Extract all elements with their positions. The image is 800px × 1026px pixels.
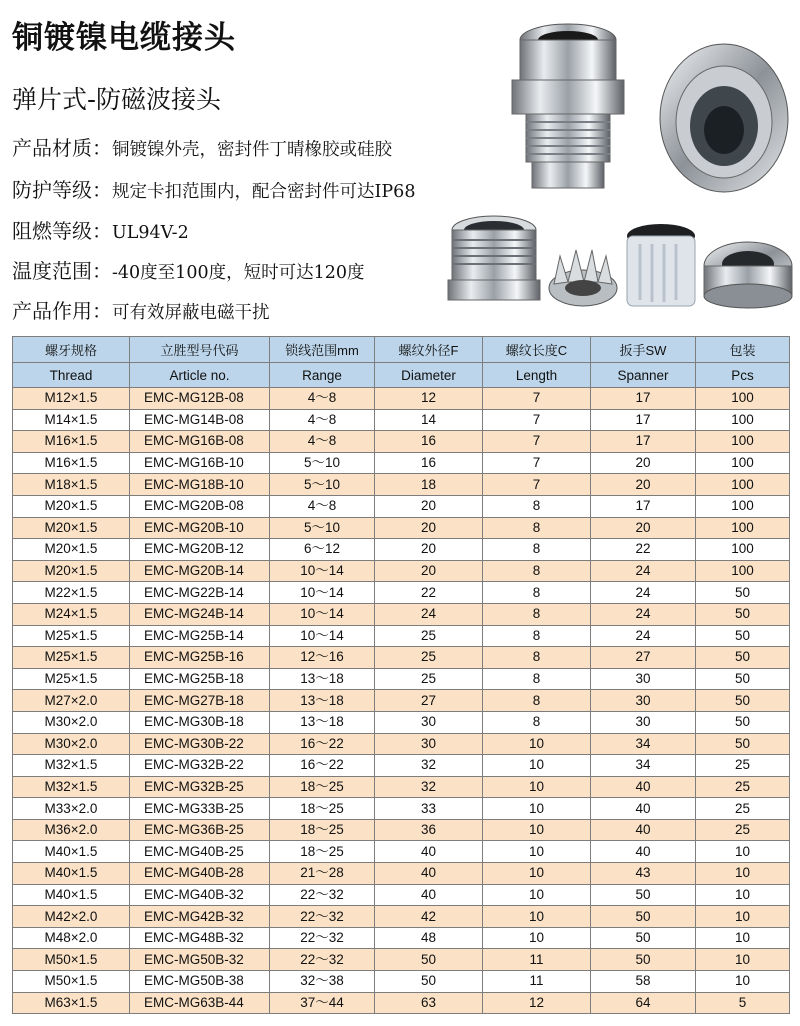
- table-cell: EMC-MG48B-32: [130, 927, 270, 949]
- column-header: 立胜型号代码: [130, 337, 270, 363]
- header-row-cn: [13, 337, 790, 363]
- table-cell: EMC-MG25B-16: [130, 647, 270, 669]
- table-cell: 48: [375, 927, 483, 949]
- table-cell: 8: [483, 625, 591, 647]
- table-cell: 50: [375, 971, 483, 993]
- table-row: [13, 474, 790, 496]
- table-cell: M20×1.5: [13, 539, 130, 561]
- table-cell: 10: [696, 863, 790, 885]
- spec-protection: [12, 174, 415, 203]
- specification-table: [12, 336, 790, 1014]
- table-cell: 8: [483, 711, 591, 733]
- table-cell: EMC-MG33B-25: [130, 798, 270, 820]
- spec-value: 规定卡扣范围内，配合密封件可达IP68: [112, 182, 416, 202]
- table-cell: 100: [696, 452, 790, 474]
- spec-label: 防护等级：: [12, 178, 112, 202]
- table-cell: 25: [375, 647, 483, 669]
- table-cell: M20×1.5: [13, 517, 130, 539]
- table-cell: 20: [375, 517, 483, 539]
- table-cell: 4～8: [270, 495, 375, 517]
- table-cell: 13～18: [270, 690, 375, 712]
- table-cell: 10～14: [270, 603, 375, 625]
- table-cell: EMC-MG50B-38: [130, 971, 270, 993]
- table-cell: 10～14: [270, 625, 375, 647]
- table-cell: M33×2.0: [13, 798, 130, 820]
- spec-temperature: [12, 255, 365, 284]
- table-row: [13, 690, 790, 712]
- table-cell: M50×1.5: [13, 949, 130, 971]
- table-cell: M50×1.5: [13, 971, 130, 993]
- table-cell: 10: [483, 755, 591, 777]
- table-cell: EMC-MG14B-08: [130, 409, 270, 431]
- table-cell: 43: [591, 863, 696, 885]
- table-cell: 10: [483, 733, 591, 755]
- table-cell: 13～18: [270, 711, 375, 733]
- table-cell: 50: [696, 690, 790, 712]
- table-cell: 32～38: [270, 971, 375, 993]
- table-cell: 22～32: [270, 884, 375, 906]
- table-cell: 18～25: [270, 776, 375, 798]
- table-cell: M36×2.0: [13, 819, 130, 841]
- table-cell: 22: [591, 539, 696, 561]
- table-cell: 50: [696, 625, 790, 647]
- table-row: [13, 625, 790, 647]
- table-cell: M18×1.5: [13, 474, 130, 496]
- table-cell: 25: [375, 625, 483, 647]
- table-cell: M40×1.5: [13, 884, 130, 906]
- table-cell: 10: [696, 927, 790, 949]
- table-cell: 8: [483, 517, 591, 539]
- table-cell: 11: [483, 971, 591, 993]
- cap-nut-photo: [700, 236, 796, 312]
- table-cell: 22～32: [270, 927, 375, 949]
- table-cell: 24: [591, 625, 696, 647]
- table-cell: M25×1.5: [13, 647, 130, 669]
- table-cell: 8: [483, 560, 591, 582]
- table-cell: M20×1.5: [13, 495, 130, 517]
- rubber-seal-photo: [622, 222, 700, 314]
- spec-value: -40度至100度，短时可达120度: [112, 263, 365, 283]
- column-header: Thread: [13, 363, 130, 388]
- cable-gland-top-view-photo: [652, 38, 792, 196]
- table-cell: M32×1.5: [13, 776, 130, 798]
- table-cell: EMC-MG16B-08: [130, 431, 270, 453]
- table-cell: 27: [591, 647, 696, 669]
- table-row: [13, 388, 790, 410]
- table-cell: 7: [483, 431, 591, 453]
- table-cell: 22: [375, 582, 483, 604]
- table-cell: 10: [483, 927, 591, 949]
- table-cell: M27×2.0: [13, 690, 130, 712]
- table-cell: 24: [591, 603, 696, 625]
- table-cell: 50: [591, 927, 696, 949]
- table-cell: 100: [696, 431, 790, 453]
- table-cell: EMC-MG25B-18: [130, 668, 270, 690]
- table-cell: M30×2.0: [13, 733, 130, 755]
- table-cell: 4～8: [270, 431, 375, 453]
- table-cell: 18～25: [270, 798, 375, 820]
- spec-material: [12, 132, 392, 161]
- table-cell: 25: [696, 819, 790, 841]
- table-cell: 25: [696, 755, 790, 777]
- table-cell: M25×1.5: [13, 668, 130, 690]
- table-cell: 10: [696, 841, 790, 863]
- table-cell: 4～8: [270, 409, 375, 431]
- table-cell: 50: [696, 647, 790, 669]
- table-cell: 5～10: [270, 517, 375, 539]
- spec-value: 铜镀镍外壳，密封件丁晴橡胶或硅胶: [112, 140, 392, 160]
- table-cell: 8: [483, 539, 591, 561]
- table-row: [13, 841, 790, 863]
- table-cell: 30: [591, 711, 696, 733]
- table-cell: 50: [696, 668, 790, 690]
- table-cell: 34: [591, 755, 696, 777]
- table-cell: 50: [591, 906, 696, 928]
- table-cell: 20: [375, 560, 483, 582]
- table-cell: 50: [696, 711, 790, 733]
- table-cell: 17: [591, 495, 696, 517]
- table-cell: 10～14: [270, 560, 375, 582]
- table-cell: EMC-MG18B-10: [130, 474, 270, 496]
- table-cell: 100: [696, 517, 790, 539]
- table-cell: 7: [483, 409, 591, 431]
- table-cell: 10: [483, 906, 591, 928]
- table-cell: 30: [375, 711, 483, 733]
- table-cell: 100: [696, 474, 790, 496]
- table-cell: 10: [696, 884, 790, 906]
- table-cell: EMC-MG32B-22: [130, 755, 270, 777]
- table-cell: 32: [375, 776, 483, 798]
- table-cell: 10～14: [270, 582, 375, 604]
- table-row: [13, 906, 790, 928]
- table-cell: 40: [375, 841, 483, 863]
- table-cell: M63×1.5: [13, 992, 130, 1014]
- table-cell: EMC-MG32B-25: [130, 776, 270, 798]
- page-title: 铜镀镍电缆接头: [12, 20, 236, 56]
- table-cell: 8: [483, 582, 591, 604]
- spec-label: 产品材质：: [12, 136, 112, 160]
- column-header: 螺纹长度C: [483, 337, 591, 363]
- table-row: [13, 452, 790, 474]
- table-cell: EMC-MG25B-14: [130, 625, 270, 647]
- table-cell: 14: [375, 409, 483, 431]
- table-cell: 25: [375, 668, 483, 690]
- table-row: [13, 776, 790, 798]
- table-cell: 22～32: [270, 906, 375, 928]
- table-cell: 40: [375, 863, 483, 885]
- table-cell: M16×1.5: [13, 431, 130, 453]
- table-cell: 50: [375, 949, 483, 971]
- table-cell: EMC-MG20B-14: [130, 560, 270, 582]
- table-cell: M48×2.0: [13, 927, 130, 949]
- table-cell: 100: [696, 560, 790, 582]
- table-cell: 20: [375, 495, 483, 517]
- header-row-en: [13, 363, 790, 388]
- spec-value: UL94V-2: [112, 223, 189, 243]
- column-header: Article no.: [130, 363, 270, 388]
- column-header: Spanner: [591, 363, 696, 388]
- table-cell: 10: [696, 906, 790, 928]
- column-header: Pcs: [696, 363, 790, 388]
- table-cell: 25: [696, 798, 790, 820]
- shield-clamp-photo: [546, 242, 620, 312]
- table-cell: 32: [375, 755, 483, 777]
- table-cell: EMC-MG30B-18: [130, 711, 270, 733]
- table-cell: 8: [483, 668, 591, 690]
- table-cell: 18～25: [270, 841, 375, 863]
- table-row: [13, 927, 790, 949]
- table-row: [13, 668, 790, 690]
- table-cell: M32×1.5: [13, 755, 130, 777]
- table-cell: EMC-MG50B-32: [130, 949, 270, 971]
- table-cell: 33: [375, 798, 483, 820]
- lock-nut-photo: [446, 212, 542, 308]
- table-cell: 5: [696, 992, 790, 1014]
- table-cell: M30×2.0: [13, 711, 130, 733]
- cable-gland-photo: [498, 18, 638, 194]
- table-cell: 24: [375, 603, 483, 625]
- table-cell: 6～12: [270, 539, 375, 561]
- table-cell: 5～10: [270, 474, 375, 496]
- column-header: Range: [270, 363, 375, 388]
- table-cell: EMC-MG40B-25: [130, 841, 270, 863]
- table-cell: 11: [483, 949, 591, 971]
- table-row: [13, 560, 790, 582]
- table-cell: 40: [375, 884, 483, 906]
- table-row: [13, 582, 790, 604]
- table-row: [13, 539, 790, 561]
- table-row: [13, 992, 790, 1014]
- table-cell: 40: [591, 776, 696, 798]
- table-cell: 10: [696, 949, 790, 971]
- table-cell: 22～32: [270, 949, 375, 971]
- table-cell: 58: [591, 971, 696, 993]
- table-cell: EMC-MG22B-14: [130, 582, 270, 604]
- table-cell: EMC-MG63B-44: [130, 992, 270, 1014]
- table-cell: 16～22: [270, 733, 375, 755]
- column-header: 螺牙规格: [13, 337, 130, 363]
- table-body: [13, 388, 790, 1014]
- table-cell: 20: [591, 517, 696, 539]
- table-cell: 100: [696, 388, 790, 410]
- table-cell: 63: [375, 992, 483, 1014]
- table-cell: EMC-MG20B-08: [130, 495, 270, 517]
- spec-flame: [12, 215, 189, 244]
- table-cell: M14×1.5: [13, 409, 130, 431]
- table-cell: M40×1.5: [13, 863, 130, 885]
- table-row: [13, 863, 790, 885]
- table-cell: 17: [591, 409, 696, 431]
- table-cell: M22×1.5: [13, 582, 130, 604]
- table-cell: M16×1.5: [13, 452, 130, 474]
- table-cell: 30: [591, 690, 696, 712]
- table-cell: 10: [696, 971, 790, 993]
- table-cell: 8: [483, 603, 591, 625]
- column-header: Diameter: [375, 363, 483, 388]
- spec-value: 可有效屏蔽电磁干扰: [112, 303, 270, 323]
- table-cell: 34: [591, 733, 696, 755]
- table-cell: 10: [483, 798, 591, 820]
- table-cell: 10: [483, 884, 591, 906]
- table-cell: M42×2.0: [13, 906, 130, 928]
- spec-function: [12, 295, 270, 324]
- table-cell: 40: [591, 798, 696, 820]
- table-cell: 30: [375, 733, 483, 755]
- table-row: [13, 517, 790, 539]
- table-cell: EMC-MG12B-08: [130, 388, 270, 410]
- table-cell: 10: [483, 776, 591, 798]
- table-cell: EMC-MG30B-22: [130, 733, 270, 755]
- table-cell: 100: [696, 539, 790, 561]
- table-cell: 20: [375, 539, 483, 561]
- table-cell: EMC-MG40B-28: [130, 863, 270, 885]
- table-row: [13, 647, 790, 669]
- spec-label: 阻燃等级：: [12, 219, 112, 243]
- table-cell: M12×1.5: [13, 388, 130, 410]
- table-cell: 10: [483, 863, 591, 885]
- table-cell: EMC-MG16B-10: [130, 452, 270, 474]
- table-cell: 50: [696, 603, 790, 625]
- table-row: [13, 603, 790, 625]
- table-cell: EMC-MG24B-14: [130, 603, 270, 625]
- table-cell: 12: [483, 992, 591, 1014]
- table-cell: 18: [375, 474, 483, 496]
- table-cell: 42: [375, 906, 483, 928]
- table-cell: 12～16: [270, 647, 375, 669]
- table-row: [13, 949, 790, 971]
- table-cell: 27: [375, 690, 483, 712]
- table-cell: 21～28: [270, 863, 375, 885]
- table-cell: EMC-MG20B-10: [130, 517, 270, 539]
- table-cell: M25×1.5: [13, 625, 130, 647]
- column-header: 扳手SW: [591, 337, 696, 363]
- table-cell: 24: [591, 582, 696, 604]
- table-cell: 40: [591, 841, 696, 863]
- table-cell: 16: [375, 431, 483, 453]
- table-cell: 16: [375, 452, 483, 474]
- table-cell: EMC-MG42B-32: [130, 906, 270, 928]
- table-row: [13, 798, 790, 820]
- table-cell: M24×1.5: [13, 603, 130, 625]
- table-cell: 8: [483, 647, 591, 669]
- table-row: [13, 971, 790, 993]
- table-cell: M20×1.5: [13, 560, 130, 582]
- table-row: [13, 495, 790, 517]
- table-cell: 16～22: [270, 755, 375, 777]
- table-cell: 17: [591, 388, 696, 410]
- table-cell: 13～18: [270, 668, 375, 690]
- table-cell: EMC-MG36B-25: [130, 819, 270, 841]
- table-cell: 40: [591, 819, 696, 841]
- table-cell: 50: [696, 733, 790, 755]
- table-cell: EMC-MG20B-12: [130, 539, 270, 561]
- table-cell: 4～8: [270, 388, 375, 410]
- column-header: 包装: [696, 337, 790, 363]
- spec-label: 产品作用：: [12, 299, 112, 323]
- table-cell: 7: [483, 474, 591, 496]
- column-header: Length: [483, 363, 591, 388]
- page-subtitle: 弹片式-防磁波接头: [12, 85, 222, 114]
- table-row: [13, 755, 790, 777]
- table-cell: M40×1.5: [13, 841, 130, 863]
- table-row: [13, 711, 790, 733]
- table-cell: 10: [483, 819, 591, 841]
- table-row: [13, 819, 790, 841]
- table-row: [13, 409, 790, 431]
- spec-label: 温度范围：: [12, 259, 112, 283]
- table-cell: 20: [591, 452, 696, 474]
- table-cell: 8: [483, 495, 591, 517]
- table-cell: 12: [375, 388, 483, 410]
- table-cell: EMC-MG40B-32: [130, 884, 270, 906]
- column-header: 螺纹外径F: [375, 337, 483, 363]
- table-cell: EMC-MG27B-18: [130, 690, 270, 712]
- table-row: [13, 431, 790, 453]
- table-cell: 50: [696, 582, 790, 604]
- table-row: [13, 733, 790, 755]
- table-cell: 36: [375, 819, 483, 841]
- table-cell: 50: [591, 949, 696, 971]
- table-cell: 7: [483, 452, 591, 474]
- table-cell: 5～10: [270, 452, 375, 474]
- table-cell: 17: [591, 431, 696, 453]
- table-cell: 8: [483, 690, 591, 712]
- table-cell: 18～25: [270, 819, 375, 841]
- table-cell: 7: [483, 388, 591, 410]
- table-cell: 37～44: [270, 992, 375, 1014]
- table-cell: 50: [591, 884, 696, 906]
- column-header: 锁线范围mm: [270, 337, 375, 363]
- table-cell: 25: [696, 776, 790, 798]
- table-cell: 20: [591, 474, 696, 496]
- table-cell: 10: [483, 841, 591, 863]
- table-row: [13, 884, 790, 906]
- table-cell: 64: [591, 992, 696, 1014]
- table-cell: 100: [696, 495, 790, 517]
- table-cell: 30: [591, 668, 696, 690]
- table-cell: 100: [696, 409, 790, 431]
- table-cell: 24: [591, 560, 696, 582]
